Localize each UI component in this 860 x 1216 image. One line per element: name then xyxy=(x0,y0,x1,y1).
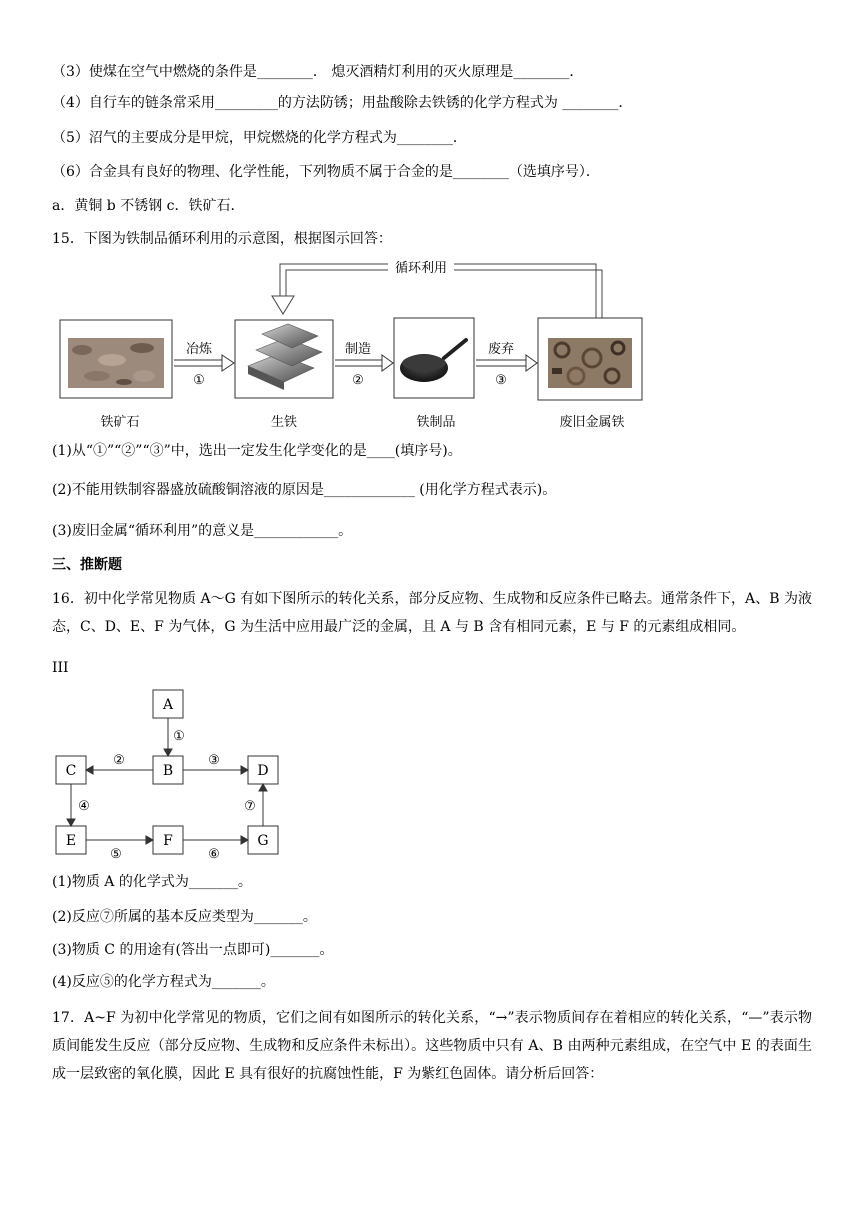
q16-part4: (4)反应⑤的化学方程式为_______。 xyxy=(52,974,275,990)
node-c-label: C xyxy=(65,763,77,779)
node-b-label: B xyxy=(162,763,174,779)
node-e-label: E xyxy=(65,833,77,849)
q15-part1: (1)从“①”“②”“③”中，选出一定发生化学变化的是____(填序号)。 xyxy=(52,443,462,459)
arrow-smelt xyxy=(174,355,234,371)
scrap-iron-image xyxy=(548,338,632,388)
q14-options: a．黄铜 b 不锈钢 c．铁矿石． xyxy=(52,198,245,214)
arrow-num-r4: ④ xyxy=(78,799,90,814)
stage-label-scrap-iron: 废旧金属铁 xyxy=(559,415,625,430)
stage-label-iron-ore: 铁矿石 xyxy=(100,415,140,430)
arrow-num-r7: ⑦ xyxy=(244,799,256,814)
reaction-diagram xyxy=(52,686,292,861)
arrow-make xyxy=(335,355,393,371)
q16-intro: 16．初中化学常见物质 A～G 有如下图所示的转化关系，部分反应物、生成物和反应条件已略去。通常条件下，A、B 为液态，C、D、E、F 为气体，G 为生活中应用最广泛的金属，且 A 与 B 含有相同元素，E 与 F 的元素组成相同。 xyxy=(52,591,812,635)
arrow-discard xyxy=(476,355,537,371)
q15-intro: 15．下图为铁制品循环利用的示意图，根据图示回答： xyxy=(52,231,392,247)
iron-cycle-diagram xyxy=(52,258,652,438)
node-g-label: G xyxy=(257,833,269,849)
q17-intro: 17．A~F 为初中化学常见的物质，它们之间有如图所示的转化关系，“→”表示物质间存在着相应的转化关系，“—”表示物质间能发生反应（部分反应物、生成物和反应条件未标出）。这些物质中只有 A、B 由两种元素组成，在空气中 E 的表面生成一层致密的氧化膜，因此 E 具有很好的抗腐蚀性能，F 为紫红色固体。请分析后回答： xyxy=(52,1010,812,1082)
iron-ore-image xyxy=(68,338,164,388)
q16-part1: (1)物质 A 的化学式为_______。 xyxy=(52,874,252,890)
stage-label-iron-product: 铁制品 xyxy=(416,415,456,430)
arrow-label-discard: 废弃 xyxy=(487,342,515,357)
q14-part4: （4）自行车的链条常采用_________的方法防锈；用盐酸除去铁锈的化学方程式为 ________． xyxy=(52,95,633,111)
arrow-num-r2: ② xyxy=(113,753,125,768)
q16-mark: III xyxy=(52,660,69,676)
q14-part5: （5）沼气的主要成分是甲烷，甲烷燃烧的化学方程式为________． xyxy=(52,130,467,146)
q15-part2: (2)不能用铁制容器盛放硫酸铜溶液的原因是_____________ (用化学方程式表示)。 xyxy=(52,482,557,498)
node-d-label: D xyxy=(257,763,269,779)
q14-part6: （6）合金具有良好的物理、化学性能，下列物质不属于合金的是________（选填序号）． xyxy=(52,164,600,180)
arrow-num-1: ① xyxy=(193,373,205,388)
arrow-label-smelt: 冶炼 xyxy=(185,342,213,357)
section-heading-inference: 三、推断题 xyxy=(52,557,122,573)
q16-part3: (3)物质 C 的用途有(答出一点即可)_______。 xyxy=(52,942,334,958)
stage-label-pig-iron: 生铁 xyxy=(270,415,298,430)
arrow-num-3: ③ xyxy=(495,373,507,388)
arrow-num-r3: ③ xyxy=(208,753,220,768)
q15-part3: (3)废旧金属“循环利用”的意义是____________。 xyxy=(52,523,353,539)
node-f-label: F xyxy=(163,833,173,849)
q14-part3: （3）使煤在空气中燃烧的条件是________． 熄灭酒精灯利用的灭火原理是________． xyxy=(52,64,584,80)
q16-part2: (2)反应⑦所属的基本反应类型为_______。 xyxy=(52,909,317,925)
arrow-num-r5: ⑤ xyxy=(110,847,122,861)
arrow-num-r6: ⑥ xyxy=(208,847,220,861)
arrow-num-2: ② xyxy=(352,373,364,388)
arrow-label-make: 制造 xyxy=(344,342,372,357)
node-a-label: A xyxy=(162,697,174,713)
arrow-num-r1: ① xyxy=(173,729,185,744)
recycle-label: 循环利用 xyxy=(394,261,448,276)
